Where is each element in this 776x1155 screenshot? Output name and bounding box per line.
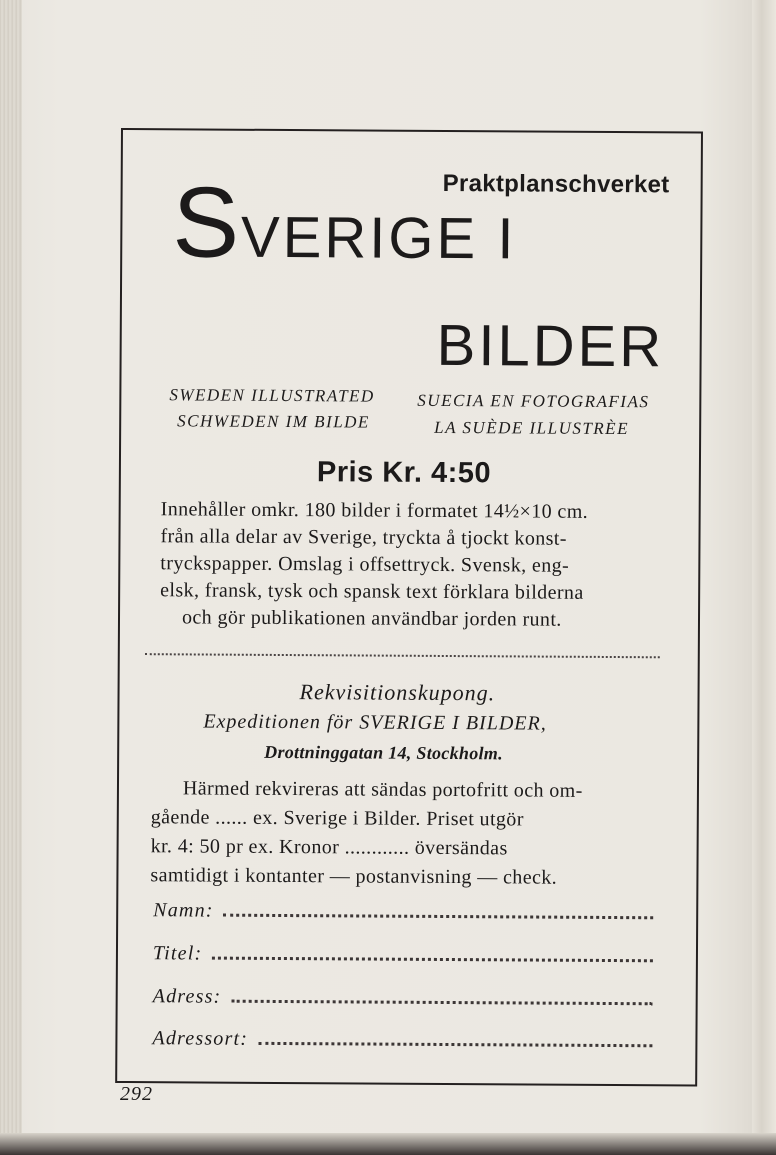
city-field[interactable] <box>152 1020 652 1053</box>
page-edge-right <box>752 0 776 1155</box>
name-field-dots[interactable] <box>224 913 654 920</box>
order-line: gående ...... ex. Sverige i Bilder. Priset utgör <box>150 806 524 831</box>
coupon-addressee: Expeditionen för SVERIGE I BILDER, <box>203 710 547 735</box>
address-field-label: Adress: <box>152 985 222 1008</box>
order-text <box>150 774 661 893</box>
name-field[interactable] <box>153 892 653 925</box>
subtitle-spanish: SUECIA EN FOTOGRAFIAS <box>417 390 650 412</box>
description-line: elsk, fransk, tysk och spansk text förklara bilderna <box>160 579 584 604</box>
coupon-cut-line <box>145 653 660 658</box>
main-title-initial: S <box>172 166 242 279</box>
title-field[interactable] <box>153 935 653 968</box>
bleed-through-text <box>130 70 140 100</box>
title-field-dots[interactable] <box>212 956 653 963</box>
page-edge-bottom <box>0 1133 776 1155</box>
main-title-line2: BILDER <box>436 312 665 380</box>
subtitle-german: SCHWEDEN IM BILDE <box>177 411 370 432</box>
advertisement-frame <box>115 128 703 1087</box>
page-number: 292 <box>120 1083 153 1105</box>
address-field[interactable] <box>153 978 653 1011</box>
description-line: från alla delar av Sverige, tryckta å tjockt konst- <box>160 525 567 550</box>
city-field-dots[interactable] <box>258 1041 652 1047</box>
price: Pris Kr. 4:50 <box>316 456 492 490</box>
title-field-label: Titel: <box>152 942 203 965</box>
order-line: kr. 4: 50 pr ex. Kronor ............ översändas <box>150 835 508 860</box>
description <box>160 496 666 634</box>
page-edge-left <box>0 0 22 1155</box>
name-field-label: Namn: <box>153 899 214 922</box>
subtitle-english: SWEDEN ILLUSTRATED <box>169 385 375 406</box>
series-title: Praktplanschverket <box>442 169 670 199</box>
address-field-dots[interactable] <box>231 999 652 1006</box>
subtitle-french: LA SUÈDE ILLUSTRÈE <box>434 417 630 439</box>
coupon-title: Rekvisitionskupong. <box>299 679 496 706</box>
description-line: tryckspapper. Omslag i offsettryck. Svensk, eng- <box>160 552 570 577</box>
coupon-address: Drottninggatan 14, Stockholm. <box>264 741 504 764</box>
order-line: samtidigt i kontanter — postanvisning — check. <box>150 864 558 889</box>
description-line: Innehåller omkr. 180 bilder i formatet 14½×10 cm. <box>160 498 589 523</box>
description-line: och gör publikationen användbar jorden runt. <box>181 606 562 631</box>
main-title-line1-rest: VERIGE I <box>240 204 517 272</box>
main-title-line1 <box>172 166 517 279</box>
city-field-label: Adressort: <box>152 1027 249 1050</box>
order-line: Härmed rekvireras att sändas portofritt och om- <box>182 777 583 802</box>
